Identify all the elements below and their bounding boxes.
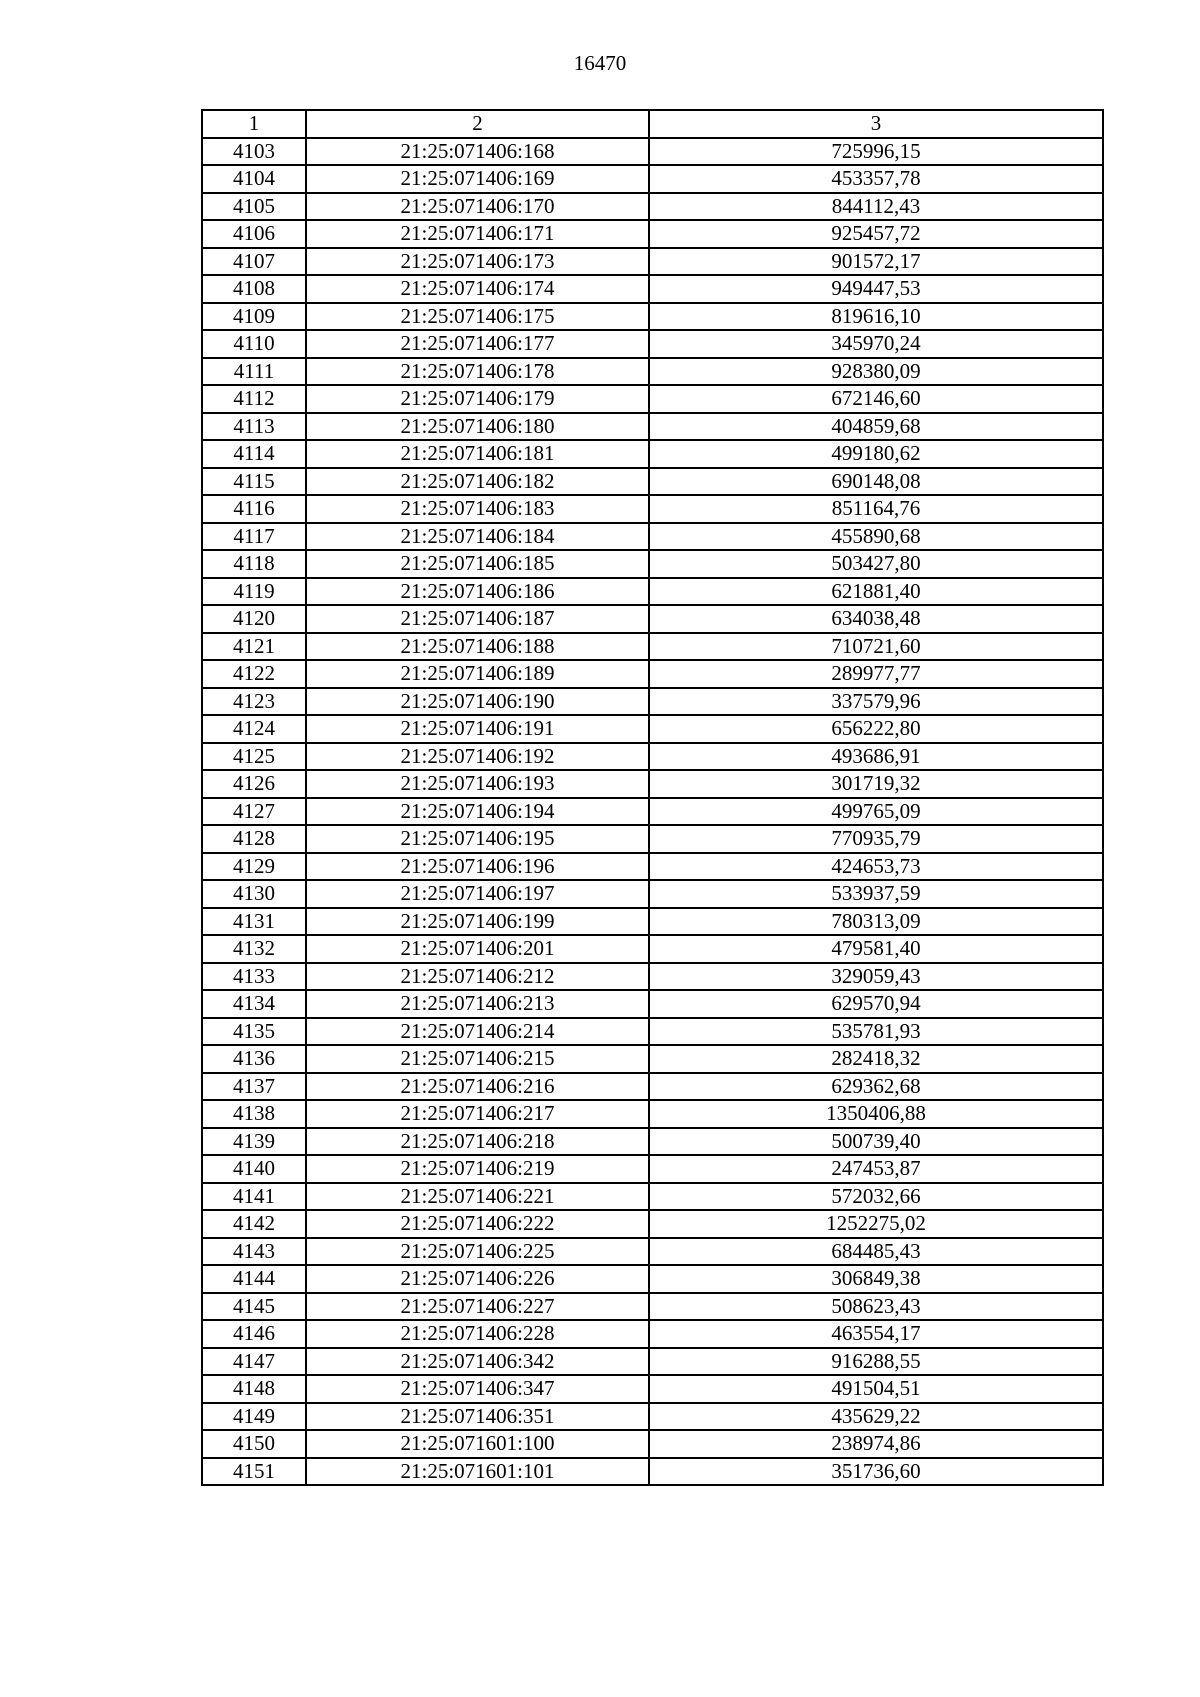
table-row [202, 688, 1103, 716]
row-number-cell: 4150 [202, 1430, 306, 1458]
value-cell: 928380,09 [649, 358, 1103, 386]
cadastral-number-cell: 21:25:071406:218 [306, 1128, 649, 1156]
table-row [202, 660, 1103, 688]
row-number-cell: 4107 [202, 248, 306, 276]
table-row [202, 1293, 1103, 1321]
cadastral-number-cell: 21:25:071406:195 [306, 825, 649, 853]
row-number-cell: 4141 [202, 1183, 306, 1211]
row-number-cell: 4117 [202, 523, 306, 551]
table-row [202, 770, 1103, 798]
cadastral-number-cell: 21:25:071406:193 [306, 770, 649, 798]
row-number-cell: 4132 [202, 935, 306, 963]
value-cell: 710721,60 [649, 633, 1103, 661]
table-row [202, 413, 1103, 441]
row-number-cell: 4138 [202, 1100, 306, 1128]
row-number-cell: 4133 [202, 963, 306, 991]
row-number-cell: 4126 [202, 770, 306, 798]
row-number-cell: 4114 [202, 440, 306, 468]
table-row [202, 880, 1103, 908]
value-cell: 500739,40 [649, 1128, 1103, 1156]
table-row [202, 550, 1103, 578]
table-row [202, 1100, 1103, 1128]
value-cell: 901572,17 [649, 248, 1103, 276]
value-cell: 345970,24 [649, 330, 1103, 358]
value-cell: 453357,78 [649, 165, 1103, 193]
table-body [202, 138, 1103, 1486]
cadastral-number-cell: 21:25:071406:214 [306, 1018, 649, 1046]
value-cell: 535781,93 [649, 1018, 1103, 1046]
value-cell: 1350406,88 [649, 1100, 1103, 1128]
cadastral-number-cell: 21:25:071406:180 [306, 413, 649, 441]
row-number-cell: 4128 [202, 825, 306, 853]
cadastral-number-cell: 21:25:071406:194 [306, 798, 649, 826]
column-header-3: 3 [649, 110, 1103, 138]
cadastral-number-cell: 21:25:071406:212 [306, 963, 649, 991]
value-cell: 572032,66 [649, 1183, 1103, 1211]
cadastral-number-cell: 21:25:071406:181 [306, 440, 649, 468]
table-row [202, 1238, 1103, 1266]
cadastral-number-cell: 21:25:071406:216 [306, 1073, 649, 1101]
table-row [202, 165, 1103, 193]
cadastral-number-cell: 21:25:071406:221 [306, 1183, 649, 1211]
cadastral-number-cell: 21:25:071406:186 [306, 578, 649, 606]
value-cell: 844112,43 [649, 193, 1103, 221]
cadastral-number-cell: 21:25:071601:101 [306, 1458, 649, 1486]
table-row [202, 1045, 1103, 1073]
cadastral-number-cell: 21:25:071406:179 [306, 385, 649, 413]
table-row [202, 578, 1103, 606]
row-number-cell: 4106 [202, 220, 306, 248]
cadastral-number-cell: 21:25:071406:219 [306, 1155, 649, 1183]
table-row [202, 798, 1103, 826]
value-cell: 916288,55 [649, 1348, 1103, 1376]
table-row [202, 743, 1103, 771]
row-number-cell: 4109 [202, 303, 306, 331]
table-row [202, 303, 1103, 331]
table-row [202, 495, 1103, 523]
value-cell: 819616,10 [649, 303, 1103, 331]
table-row [202, 358, 1103, 386]
row-number-cell: 4143 [202, 1238, 306, 1266]
table-row [202, 523, 1103, 551]
row-number-cell: 4104 [202, 165, 306, 193]
cadastral-number-cell: 21:25:071406:222 [306, 1210, 649, 1238]
value-cell: 508623,43 [649, 1293, 1103, 1321]
row-number-cell: 4135 [202, 1018, 306, 1046]
table-row [202, 825, 1103, 853]
cadastral-number-cell: 21:25:071406:342 [306, 1348, 649, 1376]
value-cell: 499180,62 [649, 440, 1103, 468]
cadastral-number-cell: 21:25:071406:199 [306, 908, 649, 936]
table-row [202, 963, 1103, 991]
table-row [202, 853, 1103, 881]
row-number-cell: 4123 [202, 688, 306, 716]
cadastral-number-cell: 21:25:071406:228 [306, 1320, 649, 1348]
row-number-cell: 4139 [202, 1128, 306, 1156]
row-number-cell: 4103 [202, 138, 306, 166]
table-row [202, 1018, 1103, 1046]
row-number-cell: 4149 [202, 1403, 306, 1431]
table-row [202, 193, 1103, 221]
row-number-cell: 4148 [202, 1375, 306, 1403]
cadastral-number-cell: 21:25:071406:168 [306, 138, 649, 166]
cadastral-number-cell: 21:25:071406:170 [306, 193, 649, 221]
value-cell: 851164,76 [649, 495, 1103, 523]
value-cell: 479581,40 [649, 935, 1103, 963]
value-cell: 301719,32 [649, 770, 1103, 798]
table-row [202, 468, 1103, 496]
value-cell: 634038,48 [649, 605, 1103, 633]
value-cell: 725996,15 [649, 138, 1103, 166]
value-cell: 629362,68 [649, 1073, 1103, 1101]
row-number-cell: 4137 [202, 1073, 306, 1101]
value-cell: 499765,09 [649, 798, 1103, 826]
cadastral-number-cell: 21:25:071406:184 [306, 523, 649, 551]
row-number-cell: 4127 [202, 798, 306, 826]
value-cell: 690148,08 [649, 468, 1103, 496]
value-cell: 247453,87 [649, 1155, 1103, 1183]
table-row [202, 1128, 1103, 1156]
table-row [202, 1183, 1103, 1211]
value-cell: 493686,91 [649, 743, 1103, 771]
cadastral-number-cell: 21:25:071406:213 [306, 990, 649, 1018]
table-row [202, 385, 1103, 413]
row-number-cell: 4124 [202, 715, 306, 743]
table-row [202, 990, 1103, 1018]
value-cell: 672146,60 [649, 385, 1103, 413]
cadastral-number-cell: 21:25:071406:174 [306, 275, 649, 303]
row-number-cell: 4119 [202, 578, 306, 606]
row-number-cell: 4142 [202, 1210, 306, 1238]
row-number-cell: 4105 [202, 193, 306, 221]
column-header-2: 2 [306, 110, 649, 138]
row-number-cell: 4108 [202, 275, 306, 303]
value-cell: 780313,09 [649, 908, 1103, 936]
value-cell: 503427,80 [649, 550, 1103, 578]
cadastral-number-cell: 21:25:071406:175 [306, 303, 649, 331]
cadastral-number-cell: 21:25:071406:190 [306, 688, 649, 716]
cadastral-number-cell: 21:25:071406:189 [306, 660, 649, 688]
table-row [202, 1458, 1103, 1486]
value-cell: 949447,53 [649, 275, 1103, 303]
row-number-cell: 4115 [202, 468, 306, 496]
table-row [202, 1073, 1103, 1101]
value-cell: 282418,32 [649, 1045, 1103, 1073]
value-cell: 1252275,02 [649, 1210, 1103, 1238]
row-number-cell: 4120 [202, 605, 306, 633]
value-cell: 329059,43 [649, 963, 1103, 991]
cadastral-number-cell: 21:25:071406:188 [306, 633, 649, 661]
table-row [202, 138, 1103, 166]
row-number-cell: 4116 [202, 495, 306, 523]
column-header-1: 1 [202, 110, 306, 138]
table-row [202, 1210, 1103, 1238]
cadastral-number-cell: 21:25:071406:185 [306, 550, 649, 578]
table-row [202, 908, 1103, 936]
data-table [201, 109, 1104, 1486]
row-number-cell: 4118 [202, 550, 306, 578]
value-cell: 684485,43 [649, 1238, 1103, 1266]
row-number-cell: 4125 [202, 743, 306, 771]
row-number-cell: 4136 [202, 1045, 306, 1073]
table-row [202, 1403, 1103, 1431]
cadastral-number-cell: 21:25:071406:178 [306, 358, 649, 386]
cadastral-number-cell: 21:25:071406:182 [306, 468, 649, 496]
table-row [202, 275, 1103, 303]
table-row [202, 605, 1103, 633]
table-row [202, 715, 1103, 743]
value-cell: 455890,68 [649, 523, 1103, 551]
value-cell: 404859,68 [649, 413, 1103, 441]
value-cell: 533937,59 [649, 880, 1103, 908]
row-number-cell: 4122 [202, 660, 306, 688]
cadastral-number-cell: 21:25:071406:226 [306, 1265, 649, 1293]
cadastral-number-cell: 21:25:071406:177 [306, 330, 649, 358]
page-number: 16470 [573, 51, 627, 75]
cadastral-number-cell: 21:25:071406:201 [306, 935, 649, 963]
value-cell: 491504,51 [649, 1375, 1103, 1403]
row-number-cell: 4112 [202, 385, 306, 413]
value-cell: 337579,96 [649, 688, 1103, 716]
cadastral-number-cell: 21:25:071406:183 [306, 495, 649, 523]
cadastral-number-cell: 21:25:071406:217 [306, 1100, 649, 1128]
row-number-cell: 4140 [202, 1155, 306, 1183]
row-number-cell: 4147 [202, 1348, 306, 1376]
value-cell: 424653,73 [649, 853, 1103, 881]
table-row [202, 1348, 1103, 1376]
row-number-cell: 4129 [202, 853, 306, 881]
value-cell: 463554,17 [649, 1320, 1103, 1348]
cadastral-number-cell: 21:25:071406:192 [306, 743, 649, 771]
row-number-cell: 4113 [202, 413, 306, 441]
table-header-row [202, 110, 1103, 138]
table-row [202, 248, 1103, 276]
row-number-cell: 4111 [202, 358, 306, 386]
table-row [202, 935, 1103, 963]
row-number-cell: 4145 [202, 1293, 306, 1321]
table-row [202, 1430, 1103, 1458]
cadastral-number-cell: 21:25:071406:187 [306, 605, 649, 633]
table-row [202, 330, 1103, 358]
cadastral-number-cell: 21:25:071406:215 [306, 1045, 649, 1073]
table-row [202, 633, 1103, 661]
value-cell: 351736,60 [649, 1458, 1103, 1486]
value-cell: 289977,77 [649, 660, 1103, 688]
table-row [202, 440, 1103, 468]
row-number-cell: 4146 [202, 1320, 306, 1348]
table-row [202, 1375, 1103, 1403]
cadastral-number-cell: 21:25:071601:100 [306, 1430, 649, 1458]
cadastral-number-cell: 21:25:071406:171 [306, 220, 649, 248]
value-cell: 629570,94 [649, 990, 1103, 1018]
cadastral-number-cell: 21:25:071406:197 [306, 880, 649, 908]
cadastral-number-cell: 21:25:071406:169 [306, 165, 649, 193]
cadastral-number-cell: 21:25:071406:191 [306, 715, 649, 743]
row-number-cell: 4110 [202, 330, 306, 358]
row-number-cell: 4131 [202, 908, 306, 936]
table-row [202, 1155, 1103, 1183]
cadastral-number-cell: 21:25:071406:225 [306, 1238, 649, 1266]
table-row [202, 1320, 1103, 1348]
row-number-cell: 4121 [202, 633, 306, 661]
row-number-cell: 4130 [202, 880, 306, 908]
value-cell: 238974,86 [649, 1430, 1103, 1458]
cadastral-number-cell: 21:25:071406:347 [306, 1375, 649, 1403]
value-cell: 435629,22 [649, 1403, 1103, 1431]
table-row [202, 1265, 1103, 1293]
value-cell: 306849,38 [649, 1265, 1103, 1293]
value-cell: 925457,72 [649, 220, 1103, 248]
cadastral-number-cell: 21:25:071406:196 [306, 853, 649, 881]
cadastral-number-cell: 21:25:071406:227 [306, 1293, 649, 1321]
row-number-cell: 4151 [202, 1458, 306, 1486]
row-number-cell: 4144 [202, 1265, 306, 1293]
value-cell: 656222,80 [649, 715, 1103, 743]
cadastral-number-cell: 21:25:071406:173 [306, 248, 649, 276]
cadastral-number-cell: 21:25:071406:351 [306, 1403, 649, 1431]
value-cell: 621881,40 [649, 578, 1103, 606]
row-number-cell: 4134 [202, 990, 306, 1018]
value-cell: 770935,79 [649, 825, 1103, 853]
table-row [202, 220, 1103, 248]
